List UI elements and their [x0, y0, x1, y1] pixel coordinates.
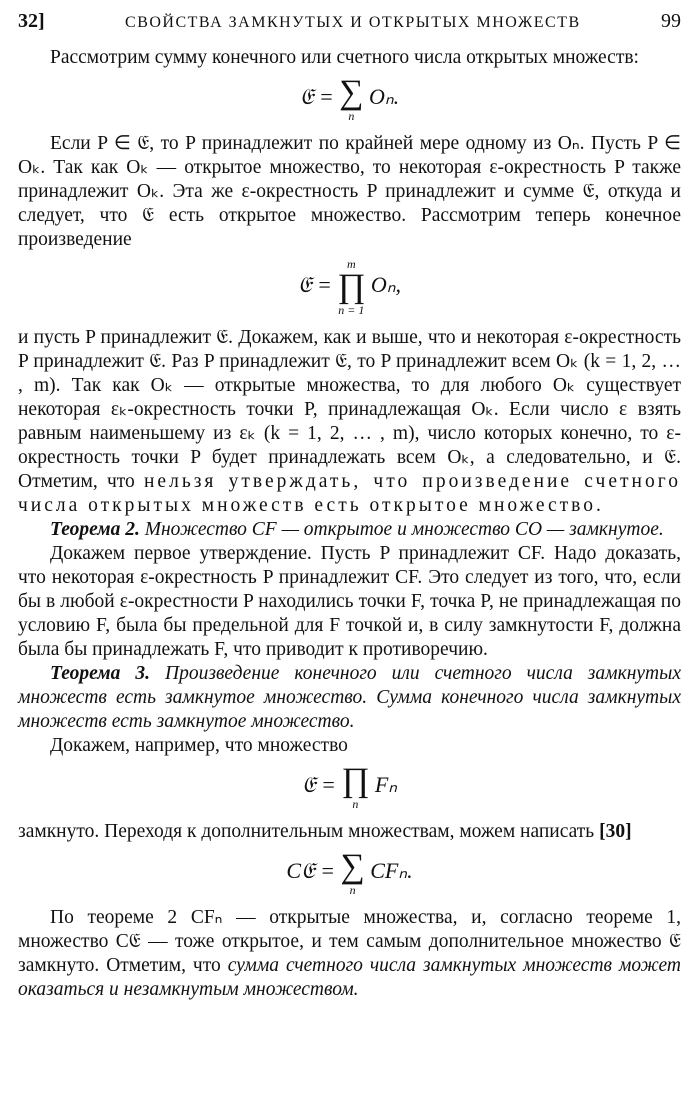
paragraph-proof: Докажем первое утверждение. Пусть P принадлежит CF. Надо доказать, что некоторая ε-окрестность P принадлежит CF. Это следует из того, что, если бы в любой ε-окрестности P находились точки F, точка P, не принадлежащая по условию F, была бы предельной для F точкой и, в силу замкнутости F, должна была бы принадлежать F, что приводит к противоречию.: [18, 543, 681, 660]
paragraph-final: По теореме 2 CFₙ — открытые множества, и, согласно теореме 1, множество C𝔈 — тоже открытое, и тем самым дополнительное множество 𝔈 замкнуто. Отметим, что сумма счетного числа замкнутых множеств может оказаться и незамкнутым множеством.: [18, 907, 682, 1000]
paragraph-1: Рассмотрим сумму конечного или счетного числа открытых множеств:: [50, 47, 639, 68]
theorem-3: Теорема 3. Произведение конечного или счетного числа замкнутых множеств есть замкнутое множество. Сумма конечного числа замкнутых множеств есть замкнутое множество.: [18, 663, 681, 732]
paragraph-example: Докажем, например, что множество: [50, 735, 348, 756]
spaced-emphasis: нельзя утверждать, что произведение счетного числа открытых множеств есть открытое множество.: [18, 471, 681, 516]
formula-sum-open: 𝔈 = ∑ n Oₙ.: [299, 74, 400, 123]
section-number: 32]: [18, 10, 45, 32]
running-title: СВОЙСТВА ЗАМКНУТЫХ И ОТКРЫТЫХ МНОЖЕСТВ: [125, 14, 581, 31]
paragraph-2: Если P ∈ 𝔈, то P принадлежит по крайней мере одному из Oₙ. Пусть P ∈ Oₖ. Так как Oₖ — открытое множество, то некоторая ε-окрестность P также принадлежит Oₖ. Эта же ε-окрестность P принадлежит и сумме 𝔈, откуда и следует, что 𝔈 есть открытое множество. Рассмотрим теперь конечное произведение: [18, 133, 681, 250]
paragraph-3: и пусть P принадлежит 𝔈. Докажем, как и выше, что и некоторая ε-окрестность P принадлежит 𝔈. Раз P принадлежит 𝔈, то P принадлежит всем Oₖ (k = 1, 2, … , m). Так как Oₖ — открытые множества, то для любого Oₖ существует некоторая εₖ-окрестность точки P, принадлежащая Oₖ. Если число ε взять равным наименьшему из εₖ (k = 1, 2, … , m), число которых конечно, то ε-окрестность точки P будет принадлежать всем Oₖ, а следовательно, и 𝔈. Отметим, что нельзя утверждать, что произведение счетного числа открытых множеств есть открытое множество.: [18, 327, 681, 516]
formula-product-closed: 𝔈 = ∏ n Fₙ: [301, 762, 398, 811]
page-number: 99: [661, 10, 681, 32]
paragraph-complement: замкнуто. Переходя к дополнительным множествам, можем написать [30]: [18, 821, 632, 842]
theorem-2: Теорема 2. Множество CF — открытое и множество CO — замкнутое.: [50, 519, 664, 540]
formula-product-open: 𝔈 = m ∏ n = 1 Oₙ,: [298, 257, 401, 317]
formula-complement-sum: C𝔈 = ∑ n CFₙ.: [286, 848, 413, 897]
page-body: [18, 46, 681, 1002]
cross-reference: [30]: [599, 821, 632, 842]
final-remark: сумма счетного числа замкнутых множеств может оказаться и незамкнутым множеством.: [18, 955, 682, 1000]
running-header: [18, 10, 681, 46]
